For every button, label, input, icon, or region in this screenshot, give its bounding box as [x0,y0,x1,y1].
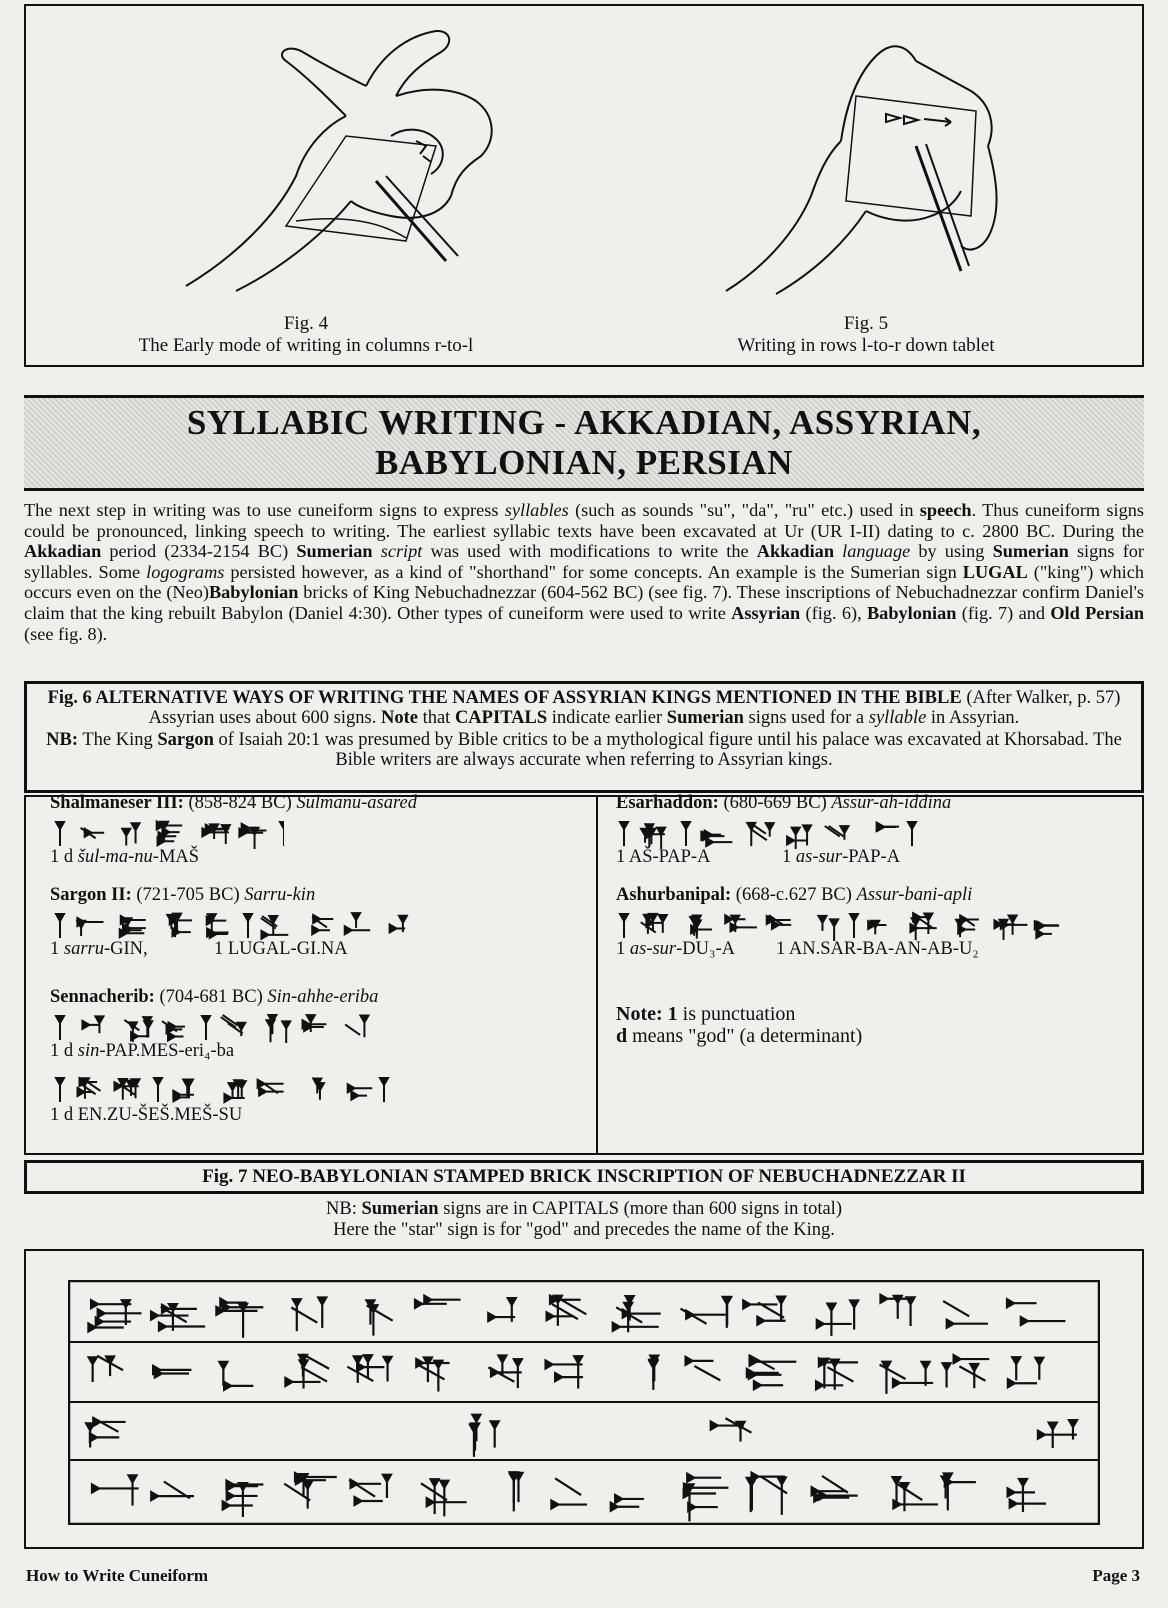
intro-text-run: ("king") which occurs even on the (Neo) [24,561,1145,603]
translit-sargon-2 [214,939,348,959]
translit-ashurbanipal-2 [776,939,979,959]
column-divider [596,797,598,1153]
king-sennacherib [50,987,378,1007]
fig6-source: (After Walker, p. 57) Assyrian uses about 600 signs. [148,688,1121,728]
fig7-nb-rest: signs are in CAPITALS (more than 600 signs in total) [438,1199,842,1219]
king-akkadian: Sin-ahhe-eriba [267,987,379,1007]
cuneiform-shalmaneser [54,819,284,849]
fig6-syllable: syllable [868,708,927,728]
fig4-text: The Early mode of writing in columns r-to-l [138,335,474,356]
intro-text-run: period (2334-2154 BC) [101,541,297,562]
translit-part: 1 d [50,1041,78,1061]
note-punctuation [616,1003,795,1025]
translit-part: -PAP-A [842,847,901,867]
translit-esarhaddon-1 [616,847,710,867]
fig6-note-label: Note [380,708,418,728]
page-number: Page 3 [1092,1566,1140,1585]
intro-text-run: persisted however, as a kind of "shorthand" for some concepts. An example is the Sumerian sign [224,561,963,582]
note-d: d [616,1025,628,1047]
fig5-label: Fig. 5 [843,313,889,334]
translit-part: 1 d [50,847,78,867]
king-dates: (668-c.627 BC) [731,885,857,905]
intro-paragraph [24,500,1144,644]
translit-shalmaneser [50,847,199,867]
fig4-hand-illustration [176,16,556,296]
kings-grid [24,795,1144,1155]
translit-italic: as-sur [795,847,843,867]
translit-part: 1 LUGAL-GI.NA [214,939,348,959]
note-num: 1 [667,1003,678,1025]
fig6-heading [24,681,1144,793]
intro-text-run: speech [919,500,972,520]
intro-text-run: Sumerian [992,541,1069,562]
intro-text-run [834,541,842,561]
fig6-title: Fig. 6 ALTERNATIVE WAYS OF WRITING THE NAMES OF ASSYRIAN KINGS MENTIONED IN THE BIBLE [47,688,962,708]
fig6-nb [35,730,1133,770]
king-akkadian: Assur-ah-iddina [831,793,952,813]
fig5-caption [636,313,1096,357]
fig7-note [24,1199,1144,1241]
fig6-text-b: that [417,708,455,728]
intro-text-run [373,541,381,561]
fig7-note-line2: Here the "star" sign is for "god" and precedes the name of the King. [333,1220,835,1240]
intro-text-run: Akkadian [24,541,102,562]
fig5-hand-illustration [706,16,1006,296]
section-title-line2: BABYLONIAN, PERSIAN [375,443,793,482]
intro-text-run: Old Persian [1050,602,1145,623]
intro-text-run: Sumerian [296,541,373,562]
king-akkadian: Sarru-kin [244,885,316,905]
intro-text-run: The next step in writing was to use cuneiform signs to express [24,500,505,520]
figures-box [24,4,1144,367]
cuneiform-sennacherib-2 [54,1075,404,1105]
intro-text-run: Akkadian [756,541,834,562]
king-name: Sennacherib: [50,987,155,1007]
translit-sennacherib-1 [50,1041,234,1061]
intro-text-run: (such as sounds "su", "da", "ru" etc.) used in [568,500,920,520]
king-dates: (721-705 BC) [131,885,245,905]
fig5-text: Writing in rows l-to-r down tablet [737,335,995,356]
cuneiform-sennacherib-1 [54,1013,384,1043]
fig6-nb-a: The King [78,730,158,750]
translit-part: -DU₃-A [676,939,735,959]
king-esarhaddon [616,793,951,813]
intro-text-run: was used with modifications to write the [422,541,757,562]
intro-text-run: LUGAL [962,561,1028,582]
translit-part: 1 AŠ-PAP-A [616,847,711,867]
fig4-caption [66,313,546,357]
translit-italic: sin [77,1041,100,1061]
translit-ashurbanipal-1 [616,939,735,959]
section-title-line1: SYLLABIC WRITING - AKKADIAN, ASSYRIAN, [186,403,982,442]
intro-text-run: by using [910,541,993,562]
fig6-text-e: in Assyrian. [926,708,1020,728]
fig7-note-line1 [24,1199,1144,1220]
cuneiform-sargon [54,911,434,941]
translit-sennacherib-2 [50,1105,242,1125]
translit-italic: sarru [63,939,104,959]
intro-text-run: Babylonian [208,582,299,603]
note-label: Note: [616,1003,663,1025]
king-name: Shalmaneser III: [50,793,184,813]
intro-text-run: signs for syllables. Some [24,541,1145,582]
intro-text-run: syllables [504,500,569,520]
translit-part: -PAP.MES-eri₄-ba [99,1041,235,1061]
translit-part: 1 d EN.ZU-ŠEŠ.MEŠ-SU [50,1105,243,1125]
fig6-text-d: signs used for a [743,708,869,728]
intro-text-run: language [842,541,911,562]
king-sargon [50,885,315,905]
king-name: Ashurbanipal: [616,885,732,905]
intro-text-run: (see fig. 8). [24,623,108,644]
section-banner [24,395,1144,491]
king-akkadian: Sulmanu-asared [296,793,417,813]
king-shalmaneser [50,793,417,813]
king-name: Esarhaddon: [616,793,719,813]
fig6-nb-b: of Isaiah 20:1 was presumed by Bible critics to be a mythological figure until his palace was excavated at Khorsabad. The Bible writers are always accurate when referring to Assyrian kings. [213,730,1122,770]
king-name: Sargon II: [50,885,132,905]
translit-part: 1 [782,847,796,867]
fig4-label: Fig. 4 [283,313,329,334]
fig7-heading: Fig. 7 NEO-BABYLONIAN STAMPED BRICK INSCRIPTION OF NEBUCHADNEZZAR II [24,1160,1144,1194]
fig6-sumerian: Sumerian [666,708,744,728]
fig6-nb-sargon: Sargon [157,730,214,750]
translit-sargon [50,939,148,959]
footer-title: How to Write Cuneiform [26,1566,209,1585]
translit-italic: as-sur [629,939,677,959]
fig7-nb-label: NB: [326,1199,357,1219]
translit-part: -GIN, [103,939,148,959]
translit-esarhaddon-2 [782,847,900,867]
king-dates: (680-669 BC) [718,793,832,813]
fig6-capitals: CAPITALS [454,708,548,728]
translit-part: 1 [50,939,64,959]
king-ashurbanipal [616,885,972,905]
translit-part: 1 [616,939,630,959]
note-text: means "god" (a determinant) [627,1025,863,1047]
fig6-text-c: indicate earlier [547,708,667,728]
section-title [24,403,1144,483]
translit-italic: šul-ma-nu [77,847,153,867]
intro-text-run: (fig. 7) and [956,602,1051,623]
king-dates: (858-824 BC) [183,793,297,813]
fig6-nb-label: NB: [46,730,79,750]
translit-part: 1 AN.SAR-BA-AN-AB-U₂ [776,939,979,959]
king-akkadian: Assur-bani-apli [856,885,973,905]
cuneiform-ashurbanipal [618,911,1068,941]
note-text: is punctuation [677,1003,796,1025]
intro-text-run: (fig. 6), [800,602,867,623]
intro-text-run: Babylonian [866,602,957,623]
intro-text-run: logograms [146,561,225,582]
intro-text-run: bricks of King Nebuchadnezzar (604-562 BC) (see fig. 7). These inscriptions of Nebuchadnezzar confirm Daniel's claim that the king rebuilt Babylon (Daniel 4:30). Other types of cuneiform were used to write [24,582,1145,623]
translit-part: -MAŠ [152,847,200,867]
intro-text-run: . Thus cuneiform signs could be pronounced, linking speech to writing. The earliest syllabic texts have been excavated at Ur (UR I-II) dating to c. 2800 BC. During the [24,500,1145,541]
fig7-nb-sumerian: Sumerian [361,1199,439,1219]
note-determinant [616,1025,862,1047]
king-dates: (704-681 BC) [154,987,268,1007]
cuneiform-esarhaddon [618,819,948,849]
intro-text-run: script [380,541,423,562]
intro-text-run: Assyrian [731,602,801,623]
brick-inscription [68,1280,1100,1525]
